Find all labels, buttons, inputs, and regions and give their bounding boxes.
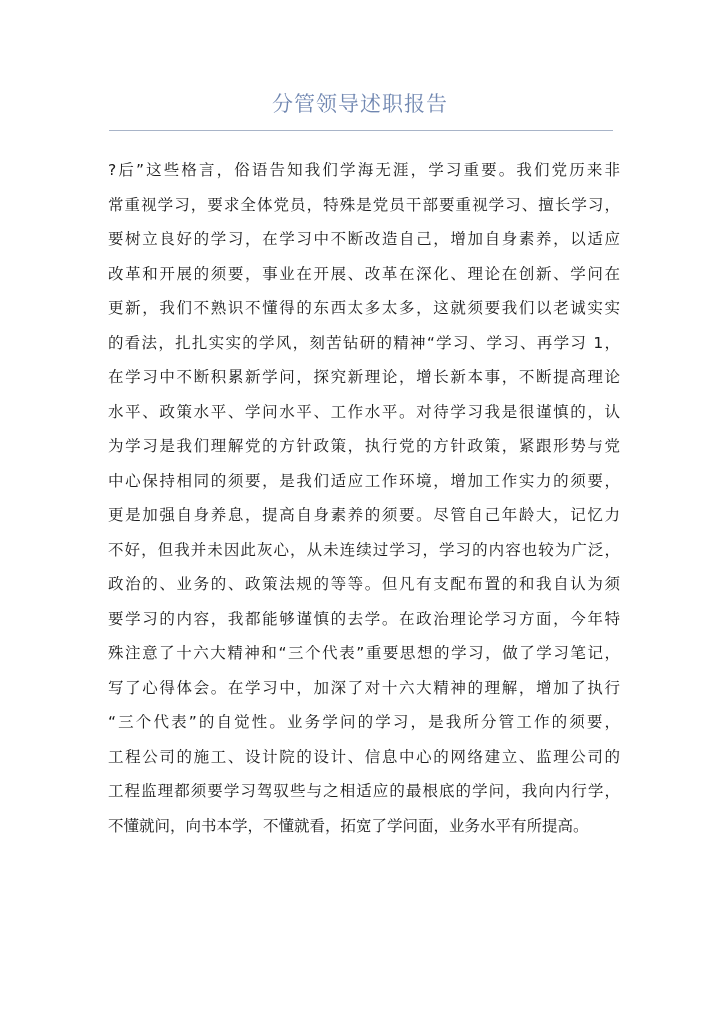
body-line: 不好，但我并未因此灰心，从未连续过学习，学习的内容也较为广泛， bbox=[108, 540, 620, 559]
body-line: 的看法，扎扎实实的学风，刻苦钻研的精神“学习、学习、再学习 1， bbox=[108, 333, 620, 352]
body-line: 改革和开展的须要，事业在开展、改革在深化、理论在创新、学问在 bbox=[108, 264, 620, 283]
body-line: 更新，我们不熟识不懂得的东西太多太多，这就须要我们以老诚实实 bbox=[108, 299, 620, 317]
body-line: 要树立良好的学习，在学习中不断改造自己，增加自身素养，以适应 bbox=[108, 230, 620, 248]
body-line: 中心保持相同的须要，是我们适应工作环境，增加工作实力的须要， bbox=[108, 471, 620, 490]
body-line: ?后”这些格言，俗语告知我们学海无涯，学习重要。我们党历来非 bbox=[108, 161, 620, 179]
body-line: 为学习是我们理解党的方针政策，执行党的方针政策，紧跟形势与党 bbox=[108, 437, 620, 455]
body-line: 殊注意了十六大精神和“三个代表”重要思想的学习，做了学习笔记， bbox=[108, 644, 620, 662]
title-divider bbox=[109, 130, 613, 131]
body-line: 更是加强自身养息，提高自身素养的须要。尽管自己年龄大，记忆力 bbox=[108, 506, 620, 524]
body-line: 在学习中不断积累新学问，探究新理论，增长新本事，不断提高理论 bbox=[108, 368, 620, 386]
body-line: 写了心得体会。在学习中，加深了对十六大精神的理解，增加了执行 bbox=[108, 678, 620, 697]
body-line: 要学习的内容，我都能够谨慎的去学。在政治理论学习方面，今年特 bbox=[108, 609, 620, 628]
body-line: 工程公司的施工、设计院的设计、信息中心的网络建立、监理公司的 bbox=[108, 747, 620, 766]
body-line: 工程监理都须要学习驾驭些与之相适应的最根底的学问，我向内行学， bbox=[108, 782, 620, 800]
body-line: 常重视学习，要求全体党员，特殊是党员干部要重视学习、擅长学习， bbox=[108, 195, 620, 214]
document-title: 分管领导述职报告 bbox=[272, 92, 448, 116]
body-line: 水平、政策水平、学问水平、工作水平。对待学习我是很谨慎的，认 bbox=[108, 402, 620, 421]
document-body bbox=[108, 153, 620, 843]
body-line: 不懂就问，向书本学，不懂就看，拓宽了学问面，业务水平有所提高。 bbox=[108, 816, 589, 835]
body-line: 政治的、业务的、政策法规的等等。但凡有支配布置的和我自认为须 bbox=[108, 575, 620, 593]
body-line: “三个代表”的自觉性。业务学问的学习，是我所分管工作的须要， bbox=[108, 713, 620, 731]
